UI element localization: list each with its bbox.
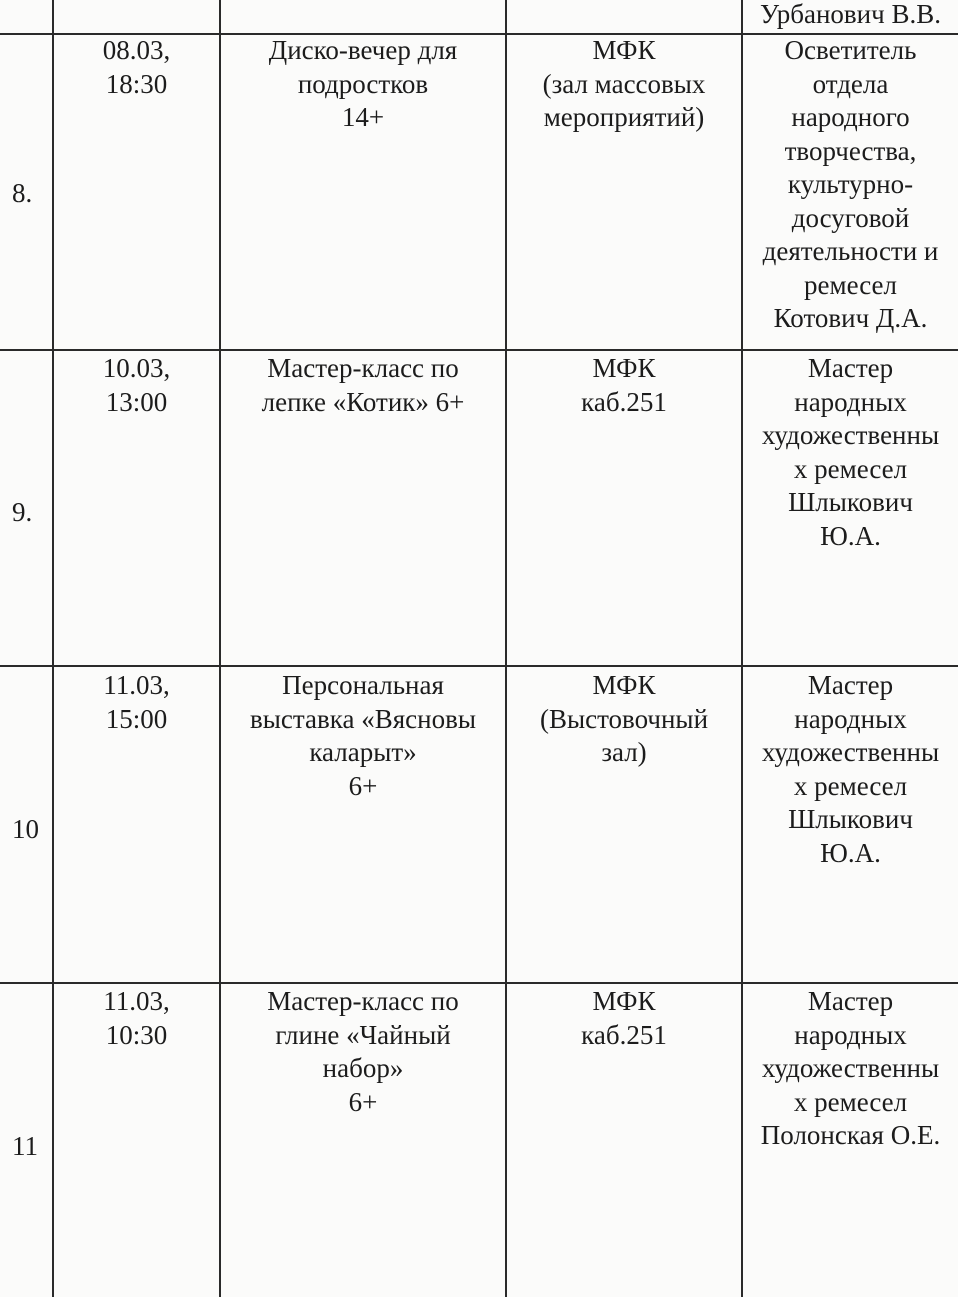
column-divider [505,0,507,1297]
date-cell: 11.03, 15:00 [103,670,170,734]
place-cell: МФК (Выстовочный зал) [539,670,709,767]
responsible-cell: Мастер народных художественны х ремесел Шлыкович Ю.А. [761,670,940,868]
responsible-cell: Мастер народных художественны х ремесел Полонская О.Е. [760,986,941,1150]
event-cell: Персональная выставка «Вясновы каларыт» 6+ [250,670,476,801]
responsible-cell: Мастер народных художественны х ремесел Шлыкович Ю.А. [761,353,940,551]
responsible-cell: Осветитель отдела народного творчества, культурно- досуговой деятельности и ремесел Котович Д.А. [762,35,939,333]
row-divider [0,982,958,984]
row-number: 8. [12,178,33,208]
event-cell: Диско-вечер для подростков 14+ [268,35,458,132]
event-cell: Мастер-класс по глине «Чайный набор» 6+ [267,986,459,1117]
column-divider [52,0,54,1297]
date-cell: 10.03, 13:00 [102,353,171,417]
date-cell: 08.03, 18:30 [102,35,171,99]
place-cell: МФК каб.251 [581,353,667,417]
date-cell: 11.03, 10:30 [103,986,170,1050]
event-cell: Мастер-класс по лепке «Котик» 6+ [261,353,465,417]
place-cell: МФК (зал массовых мероприятий) [542,35,706,132]
place-cell: МФК каб.251 [581,986,667,1050]
responsible-cell: Урбанович В.В. [760,0,941,29]
row-number: 9. [12,497,33,527]
row-divider [0,665,958,667]
row-divider [0,349,958,351]
row-number: 10 [12,814,39,844]
row-number: 11 [12,1131,38,1161]
